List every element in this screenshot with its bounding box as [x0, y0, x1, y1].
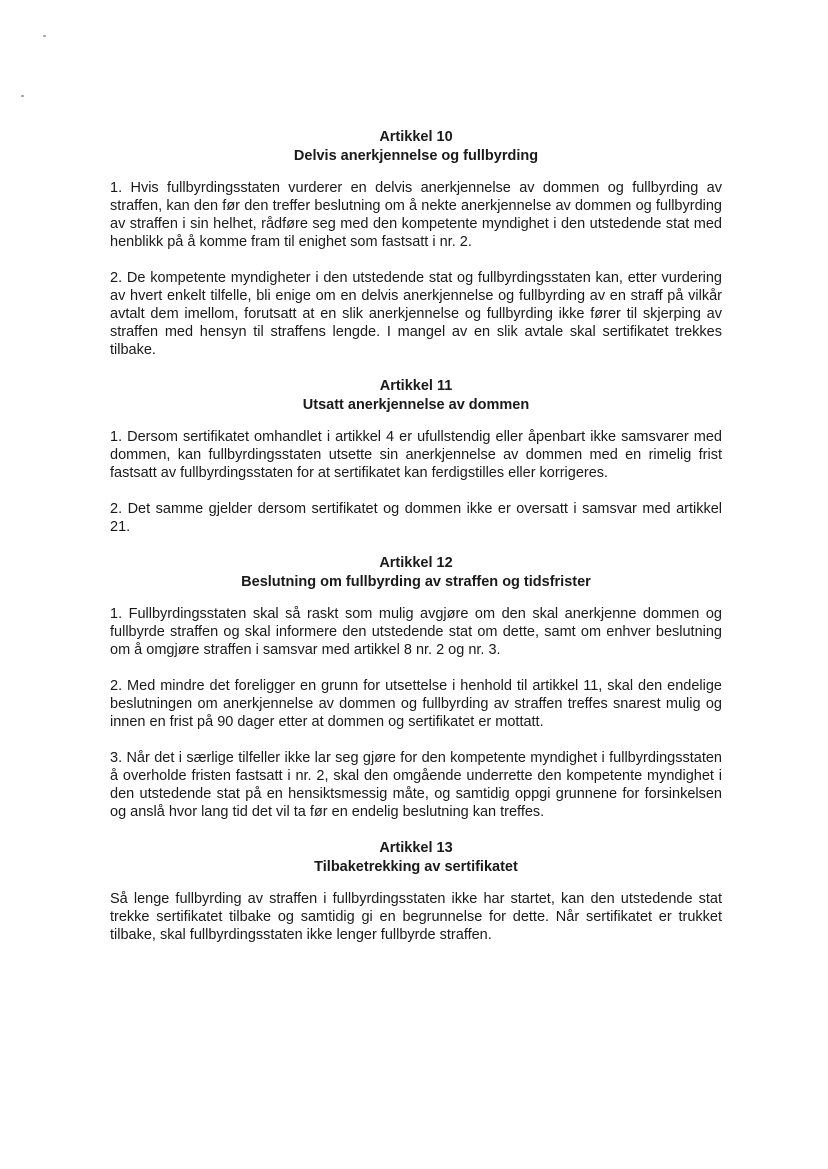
- paragraph: 2. De kompetente myndigheter i den utstedende stat og fullbyrdingsstaten kan, etter vurdering av hvert enkelt tilfelle, bli enige om en delvis anerkjennelse og fullbyrding av en straff på vilkår avtalt dem imellom, forutsatt at en slik anerkjennelse og fullbyrding ikke fører til skjerping av straffen med hensyn til straffens lengde. I mangel av en slik avtale skal sertifikatet trekkes tilbake.: [110, 270, 722, 358]
- article-number: Artikkel 11: [379, 378, 453, 394]
- scan-speck: [21, 95, 24, 97]
- paragraph: 1. Hvis fullbyrdingsstaten vurderer en delvis anerkjennelse av dommen og fullbyrding av straffen, kan den før den treffer beslutning om å nekte anerkjennelse av dommen og fullbyrding av straffen i sin helhet, rådføre seg med den kompetente myndighet i den utstedende stat med henblikk på å komme fram til enighet som fastsatt i nr. 2.: [110, 180, 722, 250]
- article-title: Tilbaketrekking av sertifikatet: [314, 859, 518, 875]
- article-title: Delvis anerkjennelse og fullbyrding: [293, 148, 539, 164]
- document-page: [110, 128, 722, 962]
- article-title: Beslutning om fullbyrding av straffen og tidsfrister: [241, 574, 591, 590]
- article-number: Artikkel 10: [379, 129, 453, 145]
- paragraph: 2. Med mindre det foreligger en grunn for utsettelse i henhold til artikkel 11, skal den endelige beslutningen om anerkjennelse av dommen og fullbyrding av straffen treffes snarest mulig og innen en frist på 90 dager etter at dommen og sertifikatet er mottatt.: [110, 678, 722, 730]
- article-title: Utsatt anerkjennelse av dommen: [302, 397, 530, 413]
- article-number: Artikkel 13: [379, 840, 453, 856]
- article-12: [110, 554, 722, 821]
- article-number: Artikkel 12: [379, 555, 453, 571]
- article-heading: [110, 377, 722, 415]
- paragraph: 3. Når det i særlige tilfeller ikke lar seg gjøre for den kompetente myndighet i fullbyrdingsstaten å overholde fristen fastsatt i nr. 2, skal den omgående underrette den kompetente myndighet i den utstedende stat på en hensiktsmessig måte, og samtidig oppgi grunnene for forsinkelsen og anslå hvor lang tid det vil ta før en endelig beslutning kan treffes.: [110, 750, 722, 820]
- article-10: [110, 128, 722, 359]
- paragraph: 1. Dersom sertifikatet omhandlet i artikkel 4 er ufullstendig eller åpenbart ikke samsvarer med dommen, kan fullbyrdingsstaten utsette sin anerkjennelse av dommen med en rimelig frist fastsatt av fullbyrdingsstaten for at sertifikatet kan ferdigstilles eller korrigeres.: [110, 429, 722, 481]
- paragraph: 1. Fullbyrdingsstaten skal så raskt som mulig avgjøre om den skal anerkjenne dommen og fullbyrde straffen og skal informere den utstedende stat om dette, samt om enhver beslutning om å omgjøre straffen i samsvar med artikkel 8 nr. 2 og nr. 3.: [110, 606, 722, 658]
- article-heading: [110, 554, 722, 592]
- paragraph: Så lenge fullbyrding av straffen i fullbyrdingsstaten ikke har startet, kan den utstedende stat trekke sertifikatet tilbake og samtidig gi en begrunnelse for dette. Når sertifikatet er trukket tilbake, skal fullbyrdingsstaten ikke lenger fullbyrde straffen.: [110, 891, 722, 943]
- article-heading: [110, 839, 722, 877]
- paragraph: 2. Det samme gjelder dersom sertifikatet og dommen ikke er oversatt i samsvar med artikkel 21.: [110, 501, 722, 535]
- scan-speck: [43, 35, 46, 37]
- article-heading: [110, 128, 722, 166]
- article-13: [110, 839, 722, 944]
- article-11: [110, 377, 722, 536]
